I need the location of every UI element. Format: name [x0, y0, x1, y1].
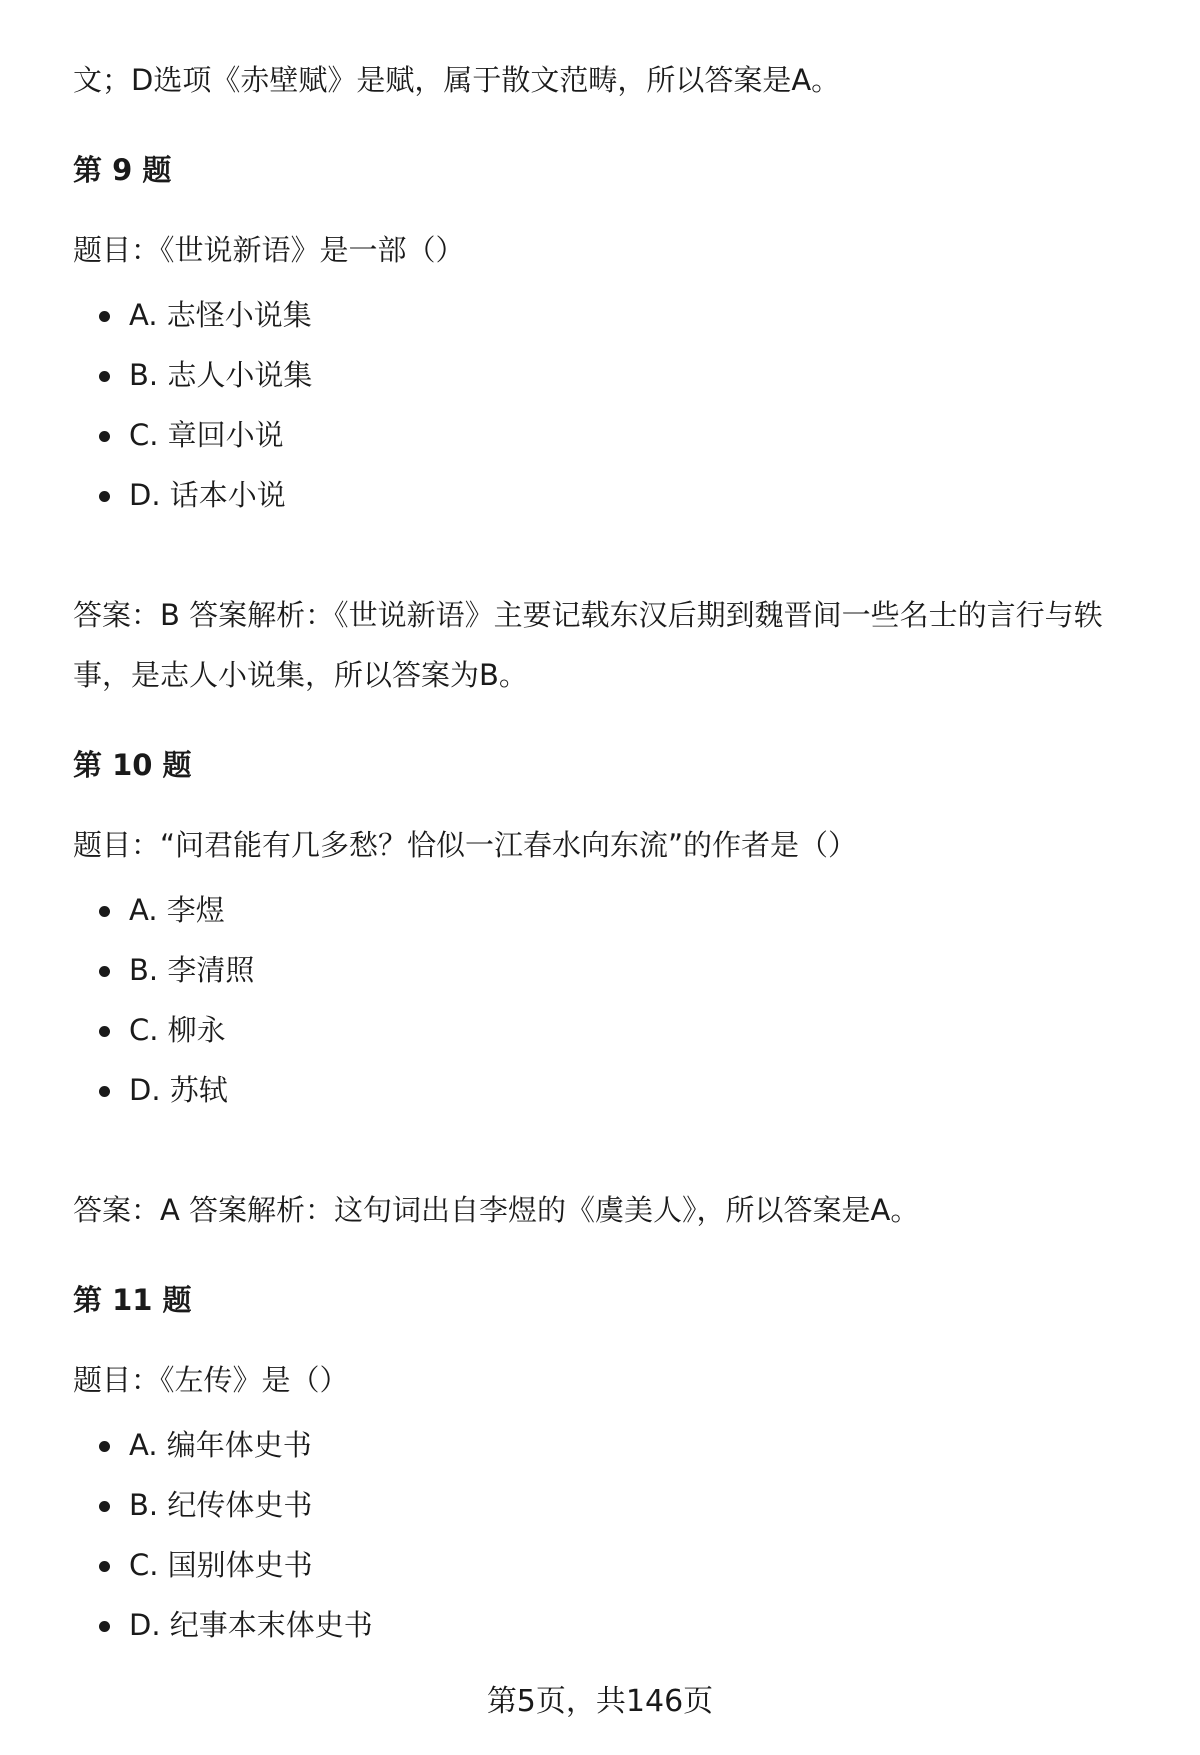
question-11-option-a: A. 编年体史书 [73, 1415, 373, 1475]
question-9-answer: 答案：B 答案解析：《世说新语》主要记载东汉后期到魏晋间一些名士的言行与轶事，是志人小说集，所以答案为B。 [73, 598, 1103, 692]
bullet-icon [99, 1086, 110, 1097]
question-11-options [73, 1415, 373, 1655]
question-10-heading: 第 10 题 [73, 748, 192, 782]
question-9-heading: 第 9 题 [73, 153, 172, 187]
bullet-icon [99, 1561, 110, 1572]
bullet-icon [99, 1621, 110, 1632]
question-10-option-d: D. 苏轼 [73, 1060, 254, 1120]
question-9-text: 题目：《世说新语》是一部（） [73, 233, 465, 267]
question-11-option-d: D. 纪事本末体史书 [73, 1595, 373, 1655]
bullet-icon [99, 1026, 110, 1037]
question-10-option-a: A. 李煜 [73, 880, 254, 940]
question-9-option-a: A. 志怪小说集 [73, 285, 312, 345]
question-11-heading: 第 11 题 [73, 1283, 192, 1317]
bullet-icon [99, 906, 110, 917]
bullet-icon [99, 371, 110, 382]
bullet-icon [99, 311, 110, 322]
intro-paragraph: 文；D选项《赤壁赋》是赋，属于散文范畴，所以答案是A。 [73, 63, 841, 97]
question-9-option-d: D. 话本小说 [73, 465, 312, 525]
question-9-option-b: B. 志人小说集 [73, 345, 312, 405]
bullet-icon [99, 491, 110, 502]
question-10-answer: 答案：A 答案解析：这句词出自李煜的《虞美人》，所以答案是A。 [73, 1193, 920, 1227]
question-10-option-b: B. 李清照 [73, 940, 254, 1000]
question-10-option-c: C. 柳永 [73, 1000, 254, 1060]
bullet-icon [99, 1501, 110, 1512]
question-9-option-c: C. 章回小说 [73, 405, 312, 465]
question-9-options [73, 285, 312, 525]
question-11-text: 题目：《左传》是（） [73, 1363, 349, 1397]
bullet-icon [99, 431, 110, 442]
page-footer: 第5页，共146页 [486, 1684, 714, 1719]
bullet-icon [99, 966, 110, 977]
bullet-icon [99, 1441, 110, 1452]
question-11-option-b: B. 纪传体史书 [73, 1475, 373, 1535]
question-10-options [73, 880, 254, 1120]
question-11-option-c: C. 国别体史书 [73, 1535, 373, 1595]
question-10-text: 题目：“问君能有几多愁？恰似一江春水向东流”的作者是（） [73, 828, 858, 862]
